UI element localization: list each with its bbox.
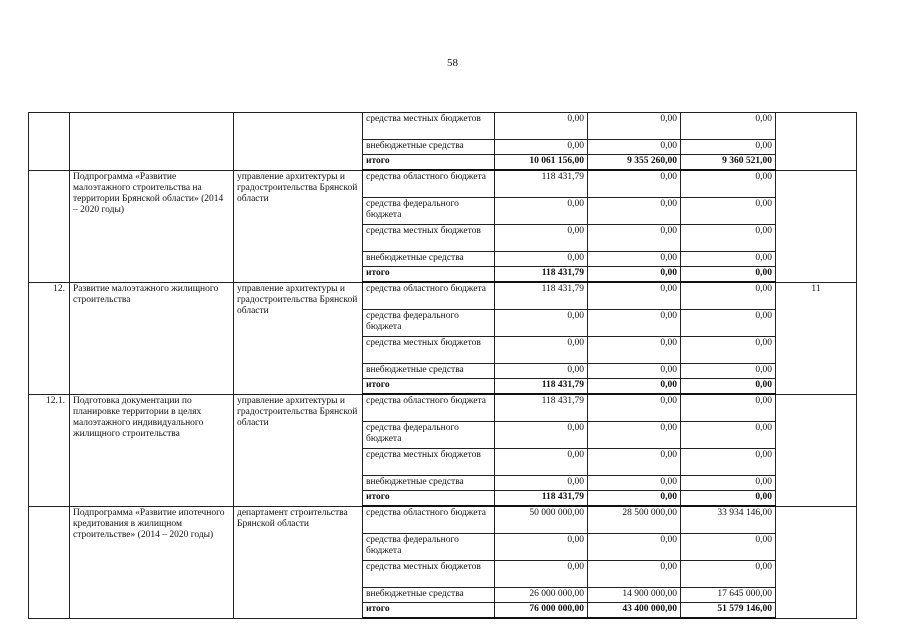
value-year-2: 0,00	[588, 422, 681, 449]
value-year-1: 76 000 000,00	[495, 603, 588, 619]
value-year-1: 118 431,79	[495, 491, 588, 507]
funding-source: итого	[363, 155, 495, 171]
value-year-3: 0,00	[681, 170, 776, 198]
funding-source: средства федерального бюджета	[363, 310, 495, 337]
table-row	[29, 282, 857, 310]
value-year-1: 0,00	[495, 252, 588, 267]
value-year-1: 0,00	[495, 225, 588, 252]
funding-source: средства местных бюджетов	[363, 449, 495, 476]
value-year-1: 118 431,79	[495, 267, 588, 283]
value-year-2: 43 400 000,00	[588, 603, 681, 619]
item-number: 12.	[29, 282, 70, 394]
funding-source: внебюджетные средства	[363, 588, 495, 603]
value-year-3: 0,00	[681, 282, 776, 310]
value-year-1: 118 431,79	[495, 379, 588, 395]
funding-source: средства местных бюджетов	[363, 113, 495, 140]
value-year-3: 0,00	[681, 198, 776, 225]
value-year-2: 0,00	[588, 140, 681, 155]
budget-table	[28, 112, 857, 619]
funding-source: средства федерального бюджета	[363, 422, 495, 449]
value-year-1: 10 061 156,00	[495, 155, 588, 171]
value-year-2: 0,00	[588, 491, 681, 507]
value-year-2: 0,00	[588, 476, 681, 491]
value-year-3: 0,00	[681, 364, 776, 379]
value-year-3: 0,00	[681, 422, 776, 449]
value-year-2: 0,00	[588, 534, 681, 561]
table-row	[29, 506, 857, 534]
value-year-1: 118 431,79	[495, 394, 588, 422]
value-year-1: 26 000 000,00	[495, 588, 588, 603]
value-year-2: 0,00	[588, 310, 681, 337]
value-year-2: 0,00	[588, 170, 681, 198]
value-year-3: 0,00	[681, 394, 776, 422]
funding-source: внебюджетные средства	[363, 364, 495, 379]
value-year-1: 118 431,79	[495, 170, 588, 198]
value-year-3: 0,00	[681, 252, 776, 267]
value-year-3: 17 645 000,00	[681, 588, 776, 603]
indicator-ref	[776, 394, 857, 506]
value-year-2: 0,00	[588, 364, 681, 379]
value-year-3: 0,00	[681, 561, 776, 588]
indicator-ref	[776, 170, 857, 282]
indicator-ref	[776, 506, 857, 618]
funding-source: внебюджетные средства	[363, 476, 495, 491]
value-year-1: 0,00	[495, 198, 588, 225]
value-year-3: 51 579 146,00	[681, 603, 776, 619]
item-number: 12.1.	[29, 394, 70, 506]
item-executor: управление архитектуры и градостроительства Брянской области	[234, 282, 363, 394]
funding-source: средства областного бюджета	[363, 506, 495, 534]
value-year-2: 9 355 260,00	[588, 155, 681, 171]
value-year-1: 0,00	[495, 140, 588, 155]
value-year-3: 0,00	[681, 476, 776, 491]
item-executor: управление архитектуры и градостроительства Брянской области	[234, 394, 363, 506]
value-year-1: 118 431,79	[495, 282, 588, 310]
funding-source: внебюджетные средства	[363, 140, 495, 155]
value-year-3: 0,00	[681, 267, 776, 283]
value-year-2: 0,00	[588, 113, 681, 140]
value-year-1: 0,00	[495, 561, 588, 588]
value-year-3: 0,00	[681, 310, 776, 337]
value-year-3: 9 360 521,00	[681, 155, 776, 171]
item-name: Подготовка документации по планировке территории в целях малоэтажного индивидуального жилищного строительства	[70, 394, 234, 506]
value-year-3: 0,00	[681, 449, 776, 476]
item-number	[29, 113, 70, 171]
value-year-2: 0,00	[588, 394, 681, 422]
value-year-2: 0,00	[588, 282, 681, 310]
value-year-2: 0,00	[588, 561, 681, 588]
funding-source: средства областного бюджета	[363, 394, 495, 422]
item-executor: департамент строительства Брянской области	[234, 506, 363, 618]
funding-source: средства местных бюджетов	[363, 561, 495, 588]
value-year-3: 0,00	[681, 140, 776, 155]
funding-source: итого	[363, 491, 495, 507]
funding-source: итого	[363, 267, 495, 283]
page-number: 58	[447, 57, 458, 69]
funding-source: средства местных бюджетов	[363, 225, 495, 252]
item-number	[29, 170, 70, 282]
funding-source: средства областного бюджета	[363, 282, 495, 310]
value-year-1: 0,00	[495, 422, 588, 449]
table-row	[29, 113, 857, 140]
value-year-1: 0,00	[495, 476, 588, 491]
value-year-2: 0,00	[588, 225, 681, 252]
indicator-ref: 11	[776, 282, 857, 394]
value-year-1: 0,00	[495, 449, 588, 476]
value-year-1: 0,00	[495, 337, 588, 364]
value-year-3: 33 934 146,00	[681, 506, 776, 534]
value-year-2: 28 500 000,00	[588, 506, 681, 534]
funding-source: итого	[363, 379, 495, 395]
value-year-1: 0,00	[495, 113, 588, 140]
value-year-1: 0,00	[495, 534, 588, 561]
value-year-2: 0,00	[588, 198, 681, 225]
item-executor: управление архитектуры и градостроительства Брянской области	[234, 170, 363, 282]
value-year-2: 0,00	[588, 449, 681, 476]
funding-source: средства федерального бюджета	[363, 198, 495, 225]
item-number	[29, 506, 70, 618]
funding-source: средства федерального бюджета	[363, 534, 495, 561]
item-name: Подпрограмма «Развитие ипотечного кредитования в жилищном строительстве» (2014 – 2020 годы)	[70, 506, 234, 618]
value-year-1: 0,00	[495, 310, 588, 337]
indicator-ref	[776, 113, 857, 171]
value-year-1: 0,00	[495, 364, 588, 379]
value-year-3: 0,00	[681, 225, 776, 252]
value-year-3: 0,00	[681, 113, 776, 140]
value-year-3: 0,00	[681, 491, 776, 507]
value-year-2: 0,00	[588, 379, 681, 395]
table-row	[29, 394, 857, 422]
value-year-3: 0,00	[681, 337, 776, 364]
funding-source: внебюджетные средства	[363, 252, 495, 267]
item-name: Подпрограмма «Развитие малоэтажного строительства на территории Брянской области» (2014 – 2020 годы)	[70, 170, 234, 282]
value-year-3: 0,00	[681, 379, 776, 395]
value-year-2: 0,00	[588, 337, 681, 364]
item-executor	[234, 113, 363, 171]
item-name	[70, 113, 234, 171]
value-year-2: 0,00	[588, 267, 681, 283]
item-name: Развитие малоэтажного жилищного строительства	[70, 282, 234, 394]
funding-source: средства областного бюджета	[363, 170, 495, 198]
value-year-3: 0,00	[681, 534, 776, 561]
value-year-1: 50 000 000,00	[495, 506, 588, 534]
funding-source: итого	[363, 603, 495, 619]
table-row	[29, 170, 857, 198]
value-year-2: 14 900 000,00	[588, 588, 681, 603]
funding-source: средства местных бюджетов	[363, 337, 495, 364]
value-year-2: 0,00	[588, 252, 681, 267]
